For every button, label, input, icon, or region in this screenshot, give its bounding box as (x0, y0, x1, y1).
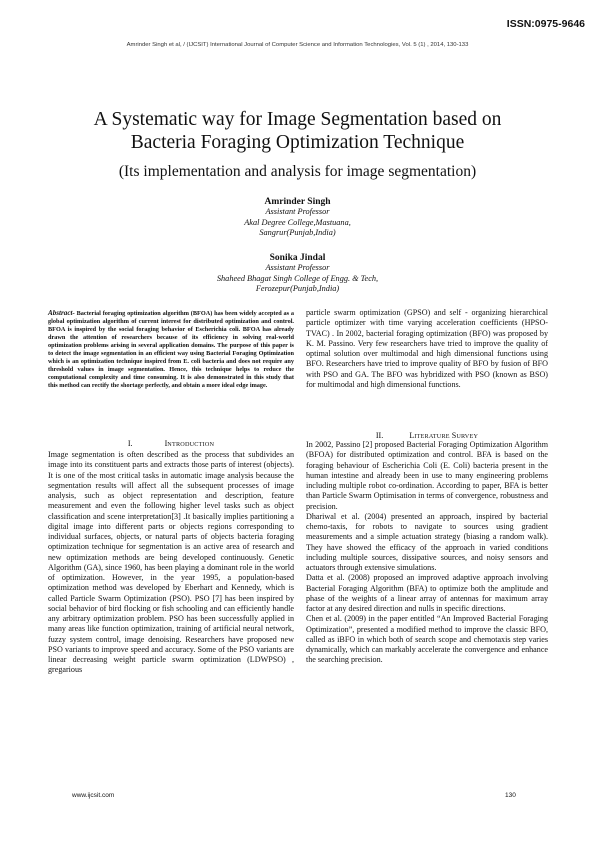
footer-website: www.ijcsit.com (72, 792, 115, 799)
author-affiliation-line: Assistant Professor (265, 207, 330, 216)
section-title-initial: S (451, 431, 457, 440)
paper-subtitle: (Its implementation and analysis for image segmentation) (118, 163, 477, 180)
section-title-rest: URVEY (456, 433, 479, 440)
author-affiliation-line: Akal Degree College,Mastuana, (244, 217, 351, 227)
title-line-1: A Systematic way for Image Segmentation based on (93, 109, 502, 130)
issn-label: ISSN:0975-9646 (506, 18, 585, 30)
abstract-text: Bacterial foraging optimization algorithm (BFOA) has been widely accepted as a global optimization algorithm of current interest for distributed optimization and control. BFOA is inspired by the social foraging behavior of Escherichia coli. BFOA has already drawn the attention of researchers because of its efficiency in solving real-world optimization problems arising in several application domains. The purpose of this paper is to detect the image segmentation in an efficient way using Bacterial Foraging Optimization which is an optimization technique inspired from E. coli bacteria and does not require any threshold values in image segmentation. Hence, this technique helps to reduce the computational complexity and time consuming. It is also demonstrated in this study that this method can rectify the shortage perfectly, and obtain a more ideal edge image. (48, 310, 294, 389)
author-block-1 (0, 197, 595, 239)
author-affiliation-line: Shaheed Bhagat Singh College of Engg. & Tech, (216, 273, 379, 283)
section-number: II. (375, 431, 384, 440)
author-block-2 (0, 253, 595, 295)
body-paragraph: In 2002, Passino [2] proposed Bacterial Foraging Optimization Algorithm (BFOA) for distributed optimization and control. BFA is based on the foraging behaviour of Escherichia Coli (E. Coli) bacteria present in the human intestine and already been in use to many engineering problems including multiple robot co-ordination. According to paper, BFA is better than Particle Swarm Optimisation in terms of convergence, robustness and precision. (306, 440, 548, 511)
body-paragraph: Datta et al. (2008) proposed an improved adaptive approach involving Bacterial Foraging Algorithm (BFA) to optimize both the amplitude and phase of the weights of a linear array of antennas for maximum array factor at any desired direction and nulls in specific directions. (306, 573, 548, 613)
author-affiliation-line: Ferozepur(Punjab,India) (255, 284, 340, 293)
paper-title (30, 108, 565, 155)
section-title-initial: L (409, 431, 415, 440)
author-affiliation-line: Assistant Professor (265, 263, 330, 272)
abstract-label: Abstract- (48, 309, 75, 317)
section-title-rest: NTRODUCTION (167, 441, 215, 448)
section-heading-literature-survey (306, 431, 548, 440)
footer-page-number: 130 (505, 792, 516, 799)
title-line-2: Bacteria Foraging Optimization Technique (130, 132, 465, 154)
body-paragraph: Chen et al. (2009) in the paper entitled “An Improved Bacterial Foraging Optimization”, presented a modified method to improve the classic BFO, called as iBFO in which both of search scope and chemotaxis step varies dynamically, which can markably accelerate the convergence and enhance the searching precision. (306, 614, 548, 665)
body-paragraph: Image segmentation is often described as the process that subdivides an image into its constituent parts and extracts those parts of interest (objects). It is one of the most critical tasks in automatic image analysis because the segmentation results will affect all the subsequent processes of image analysis, such as object representation and description, feature measurement and even the following higher level tasks such as object classification and scene interpretation[3] .It basically implies partitioning a digital image into different parts or objects regions corresponding to individual surfaces, objects, or natural parts of objects bacteria foraging optimization technique for segmentation is an active area of research and new optimization methods are being developed continuously. Genetic Algorithm (GA), since 1960, has been playing a dominant role in the world of optimization. However, in the year 1995, a population-based optimization method was developed by Eberhart and Kennedy, which is called Particle Swarm Optimization (PSO). PSO [7] has been inspired by social behavior of bird flocking or fish schooling and can efficiently handle any arbitrary optimization problem. PSO has been successfully applied in many areas like function optimization, training of artificial neural network, fuzzy system control, image denoising. Researchers have proposed new PSO variants to improve speed and accuracy. Some of the PSO variants are linear decreasing weight particle swarm optimization (LDWPSO) , gregarious (48, 450, 294, 675)
body-paragraph: Dhariwal et al. (2004) presented an approach, inspired by bacterial chemo-taxis, for robots to navigate to sources using gradient measurements and a simple actuation strategy (biasing a random walk). They have showed the efficacy of the approach in varied conditions including multiple sources, dissipative sources, and noisy sensors and actuators through extensive simulations. (306, 511, 548, 572)
author-name: Sonika Jindal (269, 253, 326, 263)
author-name: Amrinder Singh (264, 197, 331, 207)
section-title-rest: ITERATURE (414, 433, 450, 440)
section-title-initial: I (164, 439, 168, 448)
section-heading-introduction (48, 439, 294, 448)
section-number: I. (127, 439, 133, 448)
abstract (48, 310, 294, 390)
body-paragraph: particle swarm optimization (GPSO) and self - organizing hierarchical particle optimizer with time varying acceleration coefficients (HPSO-TVAC) . In 2002, bacterial foraging optimization (BFO) was proposed by K. M. Passino. Very few researchers have tried to improve the quality of optimal solution over multimodal and high dimensional functions using BFO. Researchers have tried to improve quality of BFO by fusion of BFO with PSO and GA. The BFO was hybridized with PSO (known as BSO) for multimodal and high dimensional functions. (306, 308, 548, 389)
literature-survey-body (306, 440, 548, 666)
author-affiliation-line: Sangrur(Punjab,India) (259, 228, 336, 237)
introduction-paragraph (48, 450, 294, 676)
right-intro-paragraph (306, 308, 548, 390)
running-head: Amrinder Singh et al, / (IJCSIT) International Journal of Computer Science and Information Technologies, Vol. 5 (1) , 2014, 130-133 (126, 42, 469, 48)
